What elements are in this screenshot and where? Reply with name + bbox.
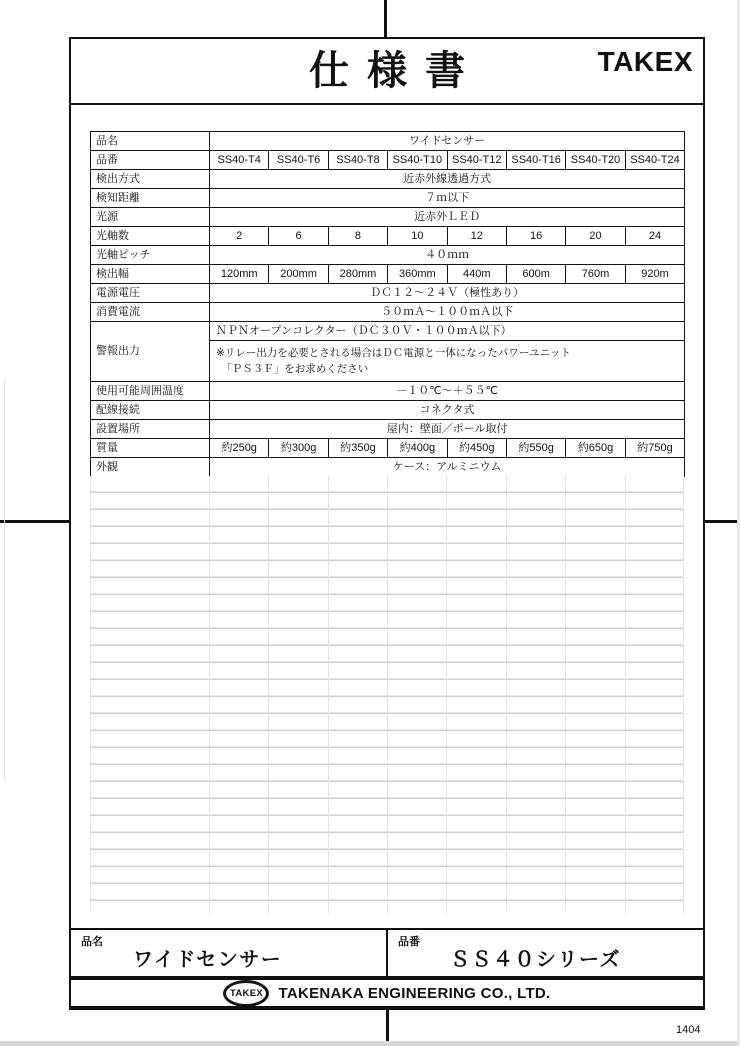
spec-value: ＤＣ１２～２４Ｖ（極性あり） [210,284,685,303]
spec-value: コネクタ式 [210,401,685,420]
spec-label: 警報出力 [91,322,210,382]
spec-cell: 760m [566,265,625,284]
spec-row-light-source [91,208,685,227]
spec-label: 検知距離 [91,189,210,208]
spec-value: ＮＰＮオープンコレクター（ＤＣ３０Ｖ・１００ｍＡ以下） [210,322,685,341]
spec-table [90,131,685,477]
title-block-model-number [388,930,703,976]
spec-value: 近赤外線透過方式 [210,170,685,189]
grid-vline [268,476,269,913]
spec-row-ambient-temperature [91,382,685,401]
spec-cell: 約350g [328,439,387,458]
spec-row-model-number [91,151,685,170]
model-number-label: 品番 [398,936,420,948]
spec-label: 品番 [91,151,210,170]
spec-label: 光源 [91,208,210,227]
spec-cell: 440m [447,265,506,284]
title-block-product-name [71,930,388,976]
grid-vline [387,476,388,913]
product-name-label: 品名 [81,936,103,948]
spec-value: 近赤外ＬＥＤ [210,208,685,227]
spec-cell: 20 [566,227,625,246]
registration-mark-right [702,520,740,523]
spec-note [210,341,685,382]
spec-row-installation-place [91,420,685,439]
spec-row-current-consumption [91,303,685,322]
spec-row-detection-width [91,265,685,284]
spec-cell: 約400g [388,439,447,458]
spec-label: 光軸数 [91,227,210,246]
grid-vline [328,476,329,913]
spec-cell: 約550g [506,439,565,458]
spec-row-supply-voltage [91,284,685,303]
spec-cell: 600m [506,265,565,284]
product-name-value: ワイドセンサー [133,949,283,971]
model-number-value: ＳＳ４０シリーズ [450,949,621,971]
registration-mark-top [384,0,387,38]
spec-note-line1: ※リレー出力を必要とされる場合はＤＣ電源と一体になったパワーユニット [216,346,571,359]
spec-row-appearance [91,458,685,477]
spec-label: 質量 [91,439,210,458]
spec-label: 外観 [91,458,210,477]
grid-vline [90,476,91,913]
takex-brand-logo: TAKEX [597,46,693,77]
spec-row-product-name [91,132,685,151]
page-edge-left [4,380,5,780]
spec-label: 検出方式 [91,170,210,189]
spec-label: 品名 [91,132,210,151]
page-title: 仕様書 [309,49,483,93]
spec-cell: SS40-T12 [447,151,506,170]
takex-oval-icon: TAKEX [223,980,269,1007]
spec-cell: 約300g [269,439,328,458]
spec-value: ７ｍ以下 [210,189,685,208]
spec-value: ワイドセンサー [210,132,685,151]
spec-row-weight [91,439,685,458]
spec-cell: 10 [388,227,447,246]
doc-number: 1404 [676,1024,701,1036]
company-name: TAKENAKA ENGINEERING CO., LTD. [278,984,551,1002]
blank-ruled-grid [90,476,684,913]
spec-cell: SS40-T24 [625,151,684,170]
registration-mark-left [0,520,72,523]
spec-cell: SS40-T8 [328,151,387,170]
spec-value: －１０℃～＋５５℃ [210,382,685,401]
spec-cell: 24 [625,227,684,246]
grid-vline [209,476,210,913]
grid-vline [625,476,626,913]
company-bar [69,978,705,1008]
spec-value: ４０ｍｍ [210,246,685,265]
spec-value: ５０ｍＡ～１００ｍＡ以下 [210,303,685,322]
spec-row-alarm-output [91,322,685,341]
spec-note-line2: 「ＰＳ３Ｆ」をお求めください [216,363,369,375]
spec-row-beam-count [91,227,685,246]
spec-row-detection-distance [91,189,685,208]
spec-label: 消費電流 [91,303,210,322]
grid-vline [506,476,507,913]
spec-value: 屋内：壁面／ポール取付 [210,420,685,439]
spec-cell: 約650g [566,439,625,458]
spec-label: 電源電圧 [91,284,210,303]
spec-cell: 920m [625,265,684,284]
spec-cell: SS40-T16 [506,151,565,170]
spec-value: ケース：アルミニウム [210,458,685,477]
spec-cell: 360mm [388,265,447,284]
grid-vline [683,476,684,913]
spec-cell: 約750g [625,439,684,458]
grid-vline [446,476,447,913]
title-block-band [69,928,705,978]
spec-row-beam-pitch [91,246,685,265]
spec-label: 検出幅 [91,265,210,284]
spec-cell: 280mm [328,265,387,284]
spec-cell: 12 [447,227,506,246]
spec-cell: 約450g [447,439,506,458]
spec-cell: 約250g [210,439,269,458]
spec-label: 光軸ピッチ [91,246,210,265]
spec-cell: 6 [269,227,328,246]
spec-cell: 2 [210,227,269,246]
document-frame [69,37,705,1010]
spec-cell: 200mm [269,265,328,284]
page-edge-bottom [0,1041,740,1046]
spec-cell: SS40-T4 [210,151,269,170]
spec-cell: 120mm [210,265,269,284]
spec-cell: SS40-T10 [388,151,447,170]
spec-row-wiring-connection [91,401,685,420]
spec-row-detection-method [91,170,685,189]
grid-vline [565,476,566,913]
spec-label: 設置場所 [91,420,210,439]
spec-label: 使用可能周囲温度 [91,382,210,401]
spec-cell: 8 [328,227,387,246]
document-header [71,39,703,105]
spec-cell: SS40-T20 [566,151,625,170]
spec-label: 配線接続 [91,401,210,420]
spec-cell: 16 [506,227,565,246]
spec-cell: SS40-T6 [269,151,328,170]
